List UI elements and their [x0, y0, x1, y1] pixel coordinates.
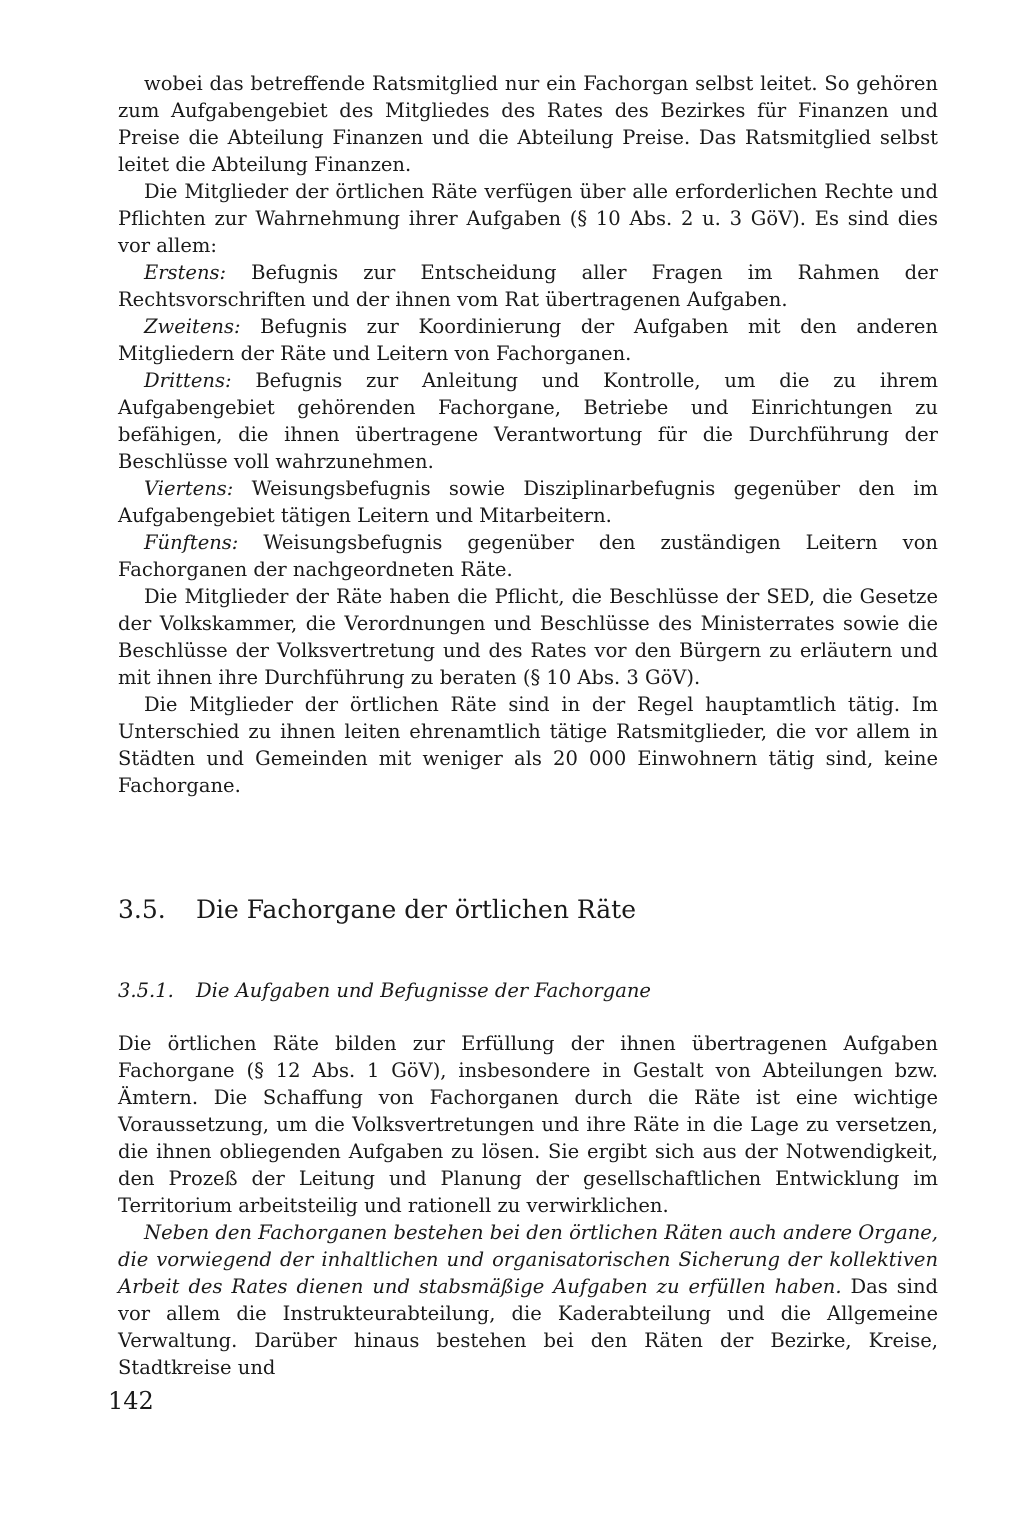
paragraph-fachorgane: Die örtlichen Räte bilden zur Erfüllung der ihnen übertragenen Aufgaben Fachorgane (§ 12 Abs. 1 GöV), insbesondere in Gestalt von Abteilungen bzw. Ämtern. Die Schaffung von Fachorganen durch die Räte ist eine wichtige Voraussetzung, um die Volksvertretungen und ihre Räte in die Lage zu versetzen, die ihnen obliegenden Aufgaben zu lösen. Sie ergibt sich aus der Notwendigkeit, den Prozeß der Leitung und Planung der gesellschaftlichen Entwicklung im Territorium arbeitsteilig und rationell zu verwirklichen. — [118, 1032, 938, 1217]
paragraph-other-organs — [118, 1219, 938, 1381]
list-item-lead: Fünftens: — [144, 531, 239, 554]
italic-statement: Neben den Fachorganen bestehen bei den örtlichen Räten auch andere Organe, die vorwiegend der inhaltlichen und organisatorischen Sicherung der kollektiven Arbeit des Rates dienen und stabsmäßige Aufgaben zu erfüllen haben. — [118, 1221, 938, 1298]
list-item-text: Befugnis zur Koordinierung der Aufgaben mit den anderen Mitgliedern der Räte und Leitern von Fachorganen. — [118, 315, 938, 365]
subsection-number: 3.5.1. — [118, 979, 174, 1002]
list-item-lead: Zweitens: — [144, 315, 241, 338]
section-title: Die Fachorgane der örtlichen Räte — [196, 895, 637, 924]
subsection-heading — [118, 977, 938, 1004]
list-item-zweitens — [118, 313, 938, 367]
section-heading — [118, 893, 938, 927]
list-item-text: Weisungsbefugnis gegenüber den zuständigen Leitern von Fachorganen der nachgeordneten Räte. — [118, 531, 938, 581]
list-item-lead: Drittens: — [144, 369, 232, 392]
paragraph-duty: Die Mitglieder der Räte haben die Pflicht, die Beschlüsse der SED, die Gesetze der Volkskammer, die Verordnungen und Beschlüsse des Ministerrates sowie die Beschlüsse der Volksvertretung und des Rates vor den Bürgern zu erläutern und mit ihnen ihre Durchführung zu beraten (§ 10 Abs. 3 GöV). — [118, 585, 938, 689]
paragraph-continuation: wobei das betreffende Ratsmitglied nur ein Fachorgan selbst leitet. So gehören zum Aufgabengebiet des Mitgliedes des Rates des Bezirkes für Finanzen und Preise die Abteilung Finanzen und die Abteilung Preise. Das Ratsmitglied selbst leitet die Abteilung Finanzen. — [118, 72, 938, 176]
upper-text-block — [118, 70, 938, 799]
list-item-viertens — [118, 475, 938, 529]
list-item-text: Befugnis zur Entscheidung aller Fragen im Rahmen der Rechtsvorschriften und der ihnen vom Rat übertragenen Aufgaben. — [118, 261, 938, 311]
list-item-erstens — [118, 259, 938, 313]
subsection-title: Die Aufgaben und Befugnisse der Fachorgane — [196, 979, 651, 1002]
page-number: 142 — [108, 1387, 154, 1415]
list-item-fuenftens — [118, 529, 938, 583]
paragraph-other-organs-rest: Das sind vor allem die Instrukteurabteilung, die Kaderabteilung und die Allgemeine Verwaltung. Darüber hinaus bestehen bei den Räten der Bezirke, Kreise, Stadtkreise und — [118, 1275, 938, 1379]
section-number: 3.5. — [118, 895, 166, 924]
list-item-lead: Viertens: — [144, 477, 234, 500]
paragraph-full-time: Die Mitglieder der örtlichen Räte sind in der Regel hauptamtlich tätig. Im Unterschied zu ihnen leiten ehrenamtlich tätige Ratsmitglieder, die vor allem in Städten und Gemeinden mit weniger als 20 000 Einwohnern tätig sind, keine Fachorgane. — [118, 693, 938, 797]
list-item-text: Befugnis zur Anleitung und Kontrolle, um die zu ihrem Aufgabengebiet gehörenden Fachorgane, Betriebe und Einrichtungen zu befähigen, die ihnen übertragene Verantwortung für die Durchführung der Beschlüsse voll wahrzunehmen. — [118, 369, 938, 473]
lower-text-block — [118, 1030, 938, 1381]
list-item-drittens — [118, 367, 938, 475]
paragraph-rights-duties: Die Mitglieder der örtlichen Räte verfügen über alle erforderlichen Rechte und Pflichten zur Wahrnehmung ihrer Aufgaben (§ 10 Abs. 2 u. 3 GöV). Es sind dies vor allem: — [118, 180, 938, 257]
list-item-lead: Erstens: — [144, 261, 227, 284]
list-item-text: Weisungsbefugnis sowie Disziplinarbefugnis gegenüber den im Aufgabengebiet tätigen Leitern und Mitarbeitern. — [118, 477, 938, 527]
